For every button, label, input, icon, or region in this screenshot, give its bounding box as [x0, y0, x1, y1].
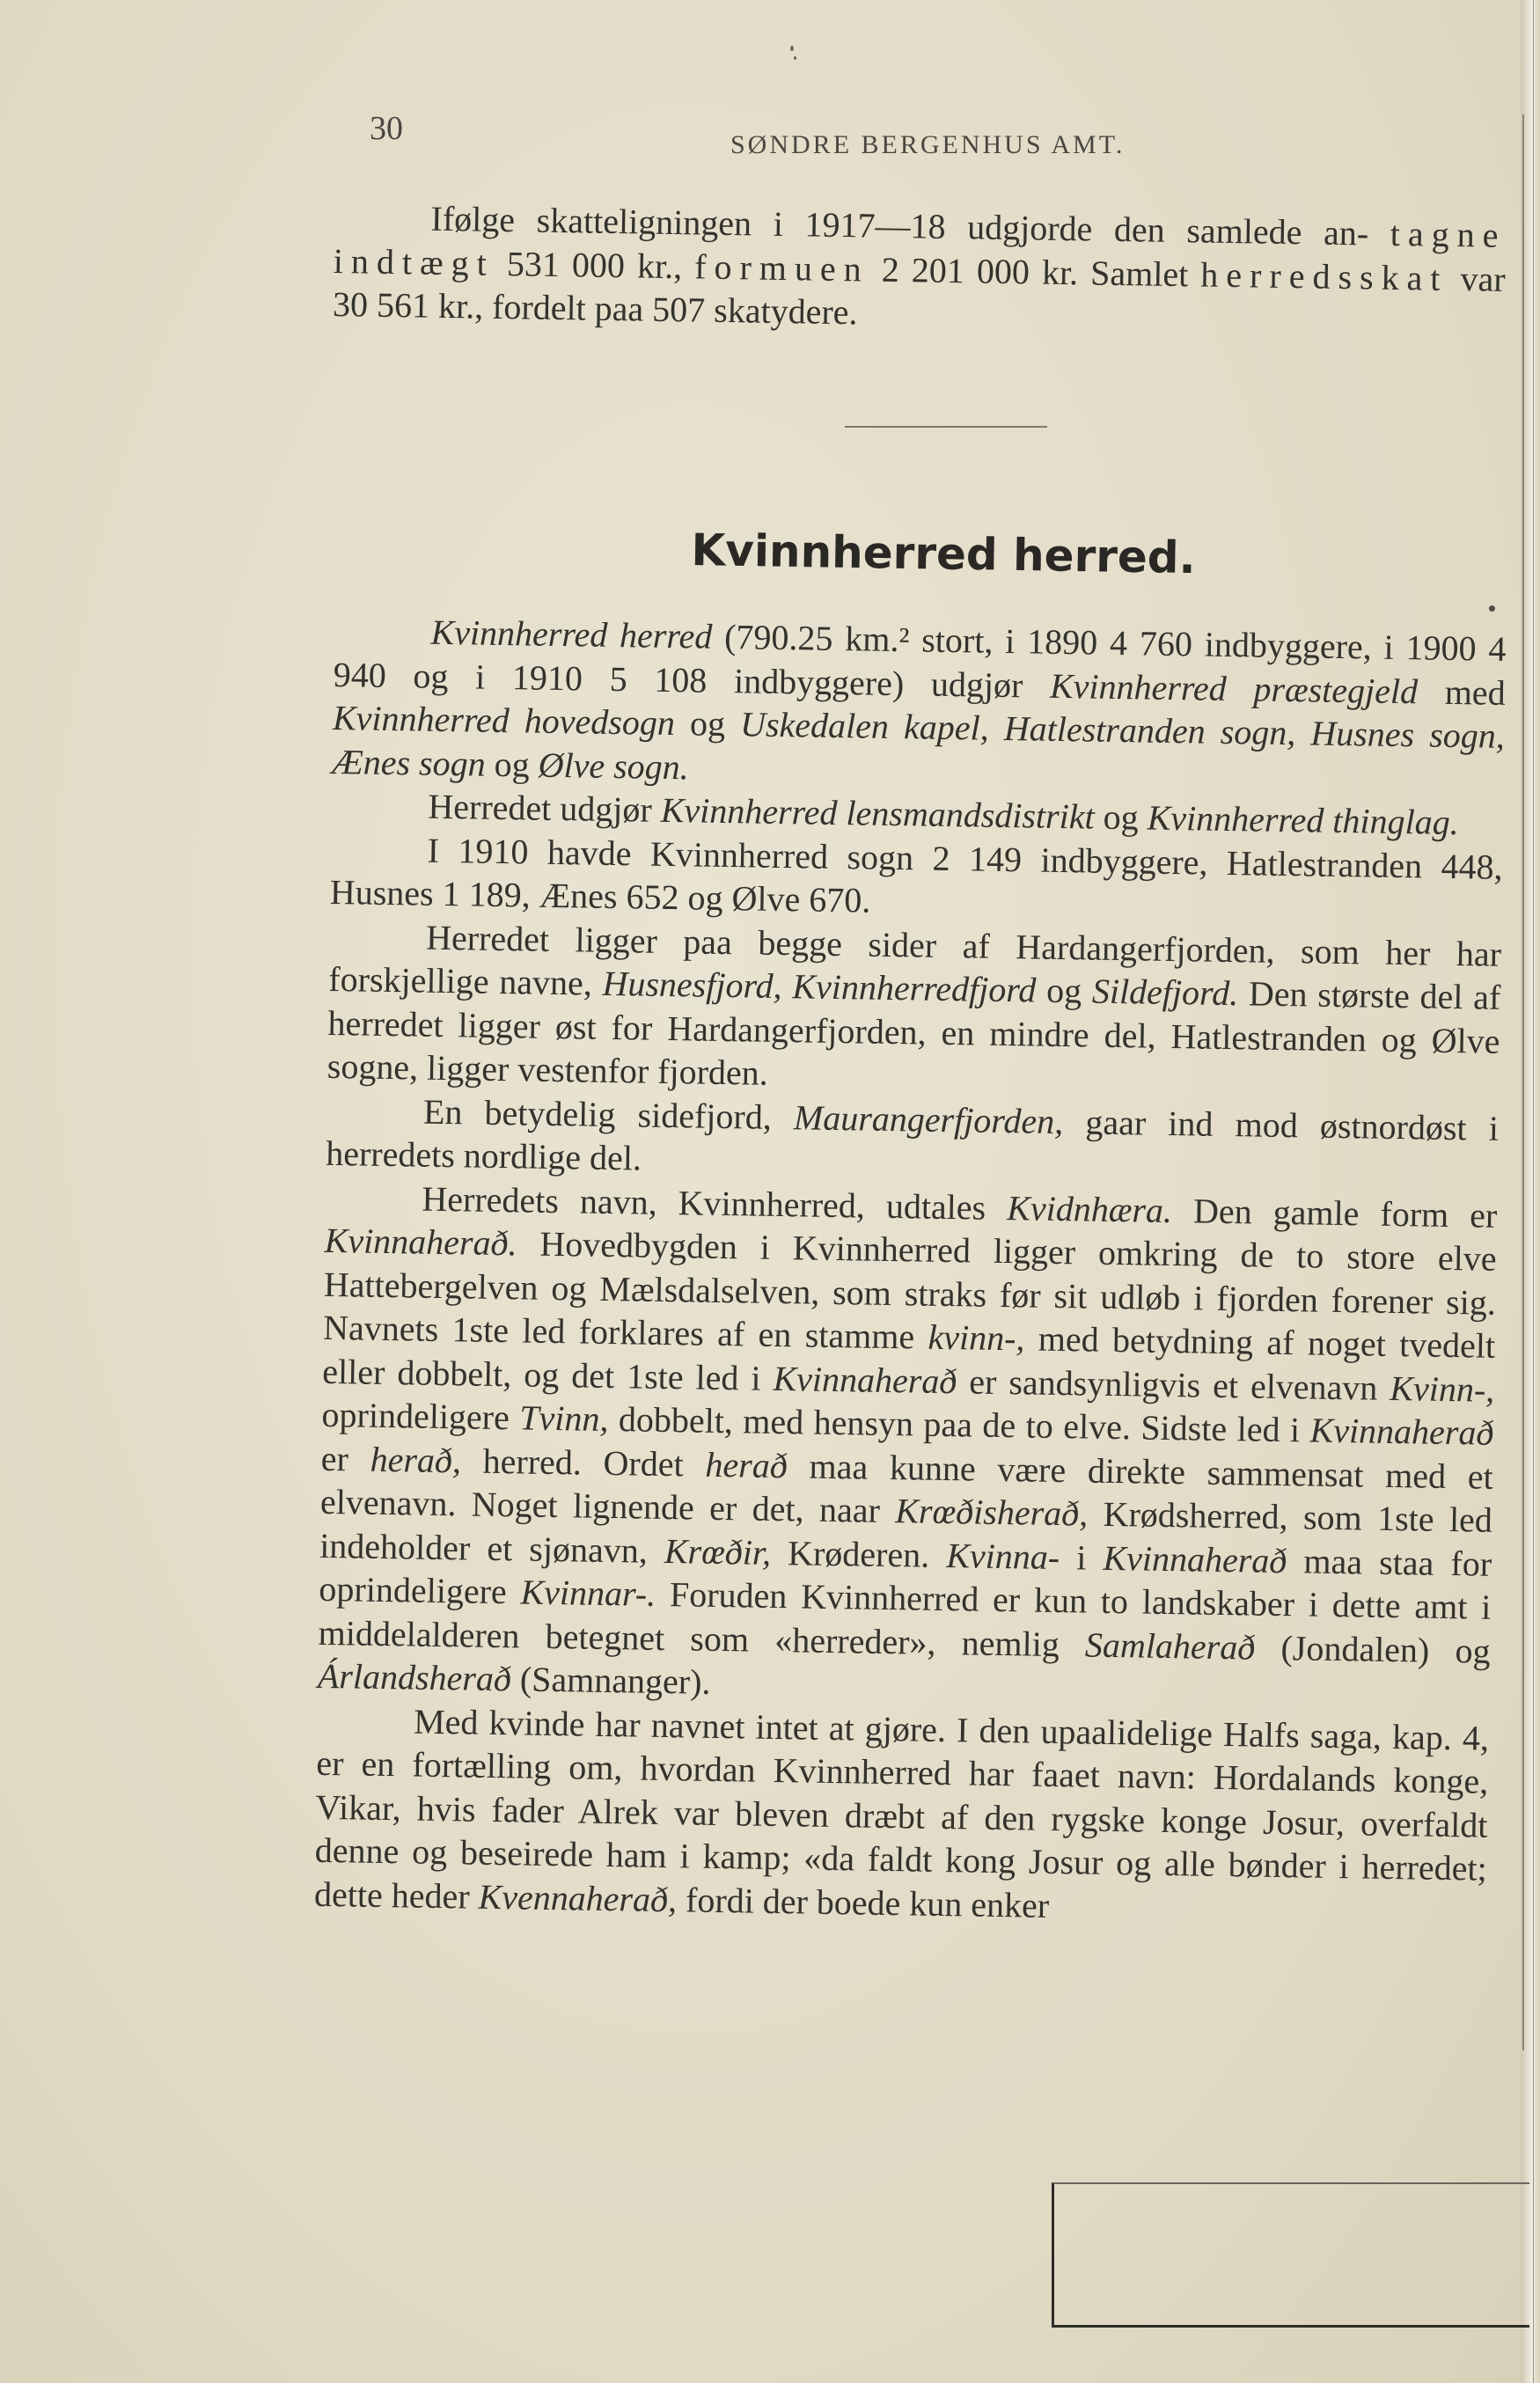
- intro-text: Ifølge skatteligningen i 1917—18 udgjorde den samlede an-: [430, 198, 1369, 253]
- intro-spaced-term: tagne indtægt: [333, 213, 1507, 283]
- text-run: og: [674, 703, 741, 744]
- text-run: og: [1094, 796, 1148, 838]
- italic-term: Kvinnaherað.: [324, 1220, 517, 1264]
- text-run: Krøderen.: [770, 1532, 947, 1575]
- italic-term: Kvinnherred lensmandsdistrikt: [660, 789, 1096, 837]
- italic-term: Kvinnherred hovedsogn: [332, 697, 676, 744]
- page-edge-line-outer: [1533, 0, 1534, 2383]
- text-run: med: [1417, 671, 1507, 713]
- text-run: fordi der boede kun enker: [676, 1879, 1050, 1925]
- text-run: er sandsynligvis et elvenavn: [957, 1360, 1390, 1408]
- text-run: dobbelt, med hensyn paa de to elve. Sidste led i: [608, 1399, 1310, 1450]
- text-run: Foruden Kvinnherred er kun to landskaber i dette amt i middelalderen betegnet som «herreder», nemlig: [318, 1573, 1492, 1665]
- italic-term: Kvinnherred thinglag.: [1147, 797, 1460, 843]
- italic-term: Kvinnaherað: [773, 1358, 957, 1401]
- italic-term: Kvinnaherað: [1103, 1537, 1287, 1580]
- page-edge-line: [1522, 114, 1524, 2050]
- text-run: Herredets navn, Kvinnherred, udtales: [422, 1178, 1008, 1228]
- ink-speck: [1489, 605, 1495, 612]
- intro-spaced-term: formuen: [693, 246, 870, 290]
- main-text: [314, 609, 1507, 1934]
- text-run: gaar ind mod østnordøst i herredets nordlige del.: [325, 1101, 1500, 1178]
- text-run: Den gamle form er: [1171, 1190, 1498, 1235]
- text-run: maa kunne være direkte sammensat med et elvenavn. Noget lignende er det, naar: [319, 1445, 1494, 1531]
- intro-paragraph: [333, 195, 1507, 344]
- paragraph: [318, 1175, 1498, 1716]
- text-run: oprindeligere: [321, 1394, 520, 1438]
- italic-term: Kvidnhæra.: [1006, 1187, 1173, 1230]
- italic-term: Kvinn-,: [1390, 1367, 1495, 1410]
- text-run: og: [485, 744, 539, 785]
- text-run: Med kvinde har navnet intet at gjøre. I den upaalidelige Halfs saga, kap. 4, er en fortælling om, hvordan Kvinnherred har faaet navn: Hordalands konge, Vikar, hvis fader Alrek var bleven dræbt af den rygske konge Josur, overfaldt denne og beseirede ham i kamp; «da faldt kong Josur og alle bønder i herredet; dette heder: [313, 1701, 1490, 1917]
- text-run: Herredet ligger paa begge sider af Hardangerfjorden, som her har forskjellige navne,: [328, 917, 1502, 1003]
- intro-text: var 30 561 kr., fordelt paa 507 skatydere.: [332, 258, 1507, 333]
- italic-term: herað: [705, 1444, 788, 1485]
- italic-term: Kvinnaherað: [1309, 1410, 1494, 1453]
- italic-term: Árlandsherað: [317, 1655, 512, 1699]
- text-run: Herredet udgjør: [428, 786, 662, 830]
- text-run: i: [1059, 1536, 1104, 1578]
- ink-speck: [794, 56, 796, 60]
- text-run: Den største del af herredet ligger øst for Hardangerfjorden, en mindre del, Hatlestranden og Ølve sogne, ligger vestenfor fjorden.: [326, 973, 1501, 1093]
- section-title: Kvinnherred herred.: [691, 524, 1197, 583]
- italic-term: Kvinnar-.: [520, 1572, 656, 1614]
- italic-term: herað,: [370, 1439, 462, 1480]
- italic-term: Tvinn,: [518, 1397, 609, 1440]
- text-run: herred. Ordet: [460, 1440, 706, 1485]
- italic-term: Kvinnherred præstegjeld: [1049, 665, 1419, 711]
- italic-term: kvinn-,: [928, 1316, 1025, 1359]
- text-run: Krødsherred, som 1ste led indeholder et sjønavn,: [319, 1493, 1493, 1571]
- text-run: maa staa for oprindeligere: [319, 1540, 1492, 1612]
- text-run: En betydelig sidefjord,: [422, 1091, 795, 1137]
- italic-term: Krœðir,: [664, 1530, 772, 1573]
- paragraph: [326, 913, 1501, 1106]
- text-run: er: [320, 1438, 371, 1479]
- page-number: 30: [370, 110, 403, 147]
- italic-term: Maurangerfjorden,: [793, 1096, 1064, 1141]
- section-divider: [845, 426, 1047, 428]
- italic-term: Samlaherað: [1084, 1624, 1256, 1668]
- italic-term: Kvinnherred herred: [430, 612, 713, 656]
- italic-term: Uskedalen kapel, Hatlestranden sogn, Husnes sogn, Ænes sogn: [331, 704, 1506, 784]
- intro-text: 531 000 kr.,: [494, 243, 695, 286]
- italic-term: Krœðisherað,: [894, 1491, 1089, 1534]
- running-head: SØNDRE BERGENHUS AMT.: [730, 130, 1126, 159]
- italic-term: Kvennaherað,: [478, 1876, 678, 1919]
- text-run: med betydning af noget tvedelt eller dobbelt, og det 1ste led i: [322, 1318, 1496, 1398]
- scan-frame-mark: [1052, 2182, 1529, 2328]
- italic-term: Husnesfjord, Kvinnherredfjord: [602, 963, 1037, 1010]
- text-run: (Jondalen) og: [1254, 1627, 1491, 1671]
- text-run: I 1910 havde Kvinnherred sogn 2 149 indbyggere, Hatlestranden 448, Husnes 1 189, Ænes 652 og Ølve 670.: [329, 830, 1503, 920]
- paragraph: [314, 1697, 1490, 1933]
- ink-speck: [790, 46, 794, 51]
- intro-text: 2 201 000 kr. Samlet: [869, 249, 1189, 294]
- text-run: (790.25 km.² stort, i 1890 4 760 indbyggere, i 1900 4 940 og i 1910 5 108 indbyggere) udgjør: [333, 616, 1507, 706]
- italic-term: Kvinna-: [945, 1535, 1060, 1577]
- italic-term: Sildefjord.: [1091, 971, 1239, 1014]
- text-run: og: [1036, 970, 1093, 1011]
- text-run: (Samnanger).: [510, 1659, 711, 1702]
- intro-spaced-term: herredsskat: [1200, 253, 1448, 298]
- paragraph: [332, 609, 1507, 802]
- italic-term: Ølve sogn.: [538, 744, 690, 787]
- text-run: Hovedbygden i Kvinnherred ligger omkring de to store elve Hattebergelven og Mælsdalselven, som straks før sit udløb i fjorden forener sig. Navnets 1ste led forklares af en stamme: [322, 1223, 1497, 1357]
